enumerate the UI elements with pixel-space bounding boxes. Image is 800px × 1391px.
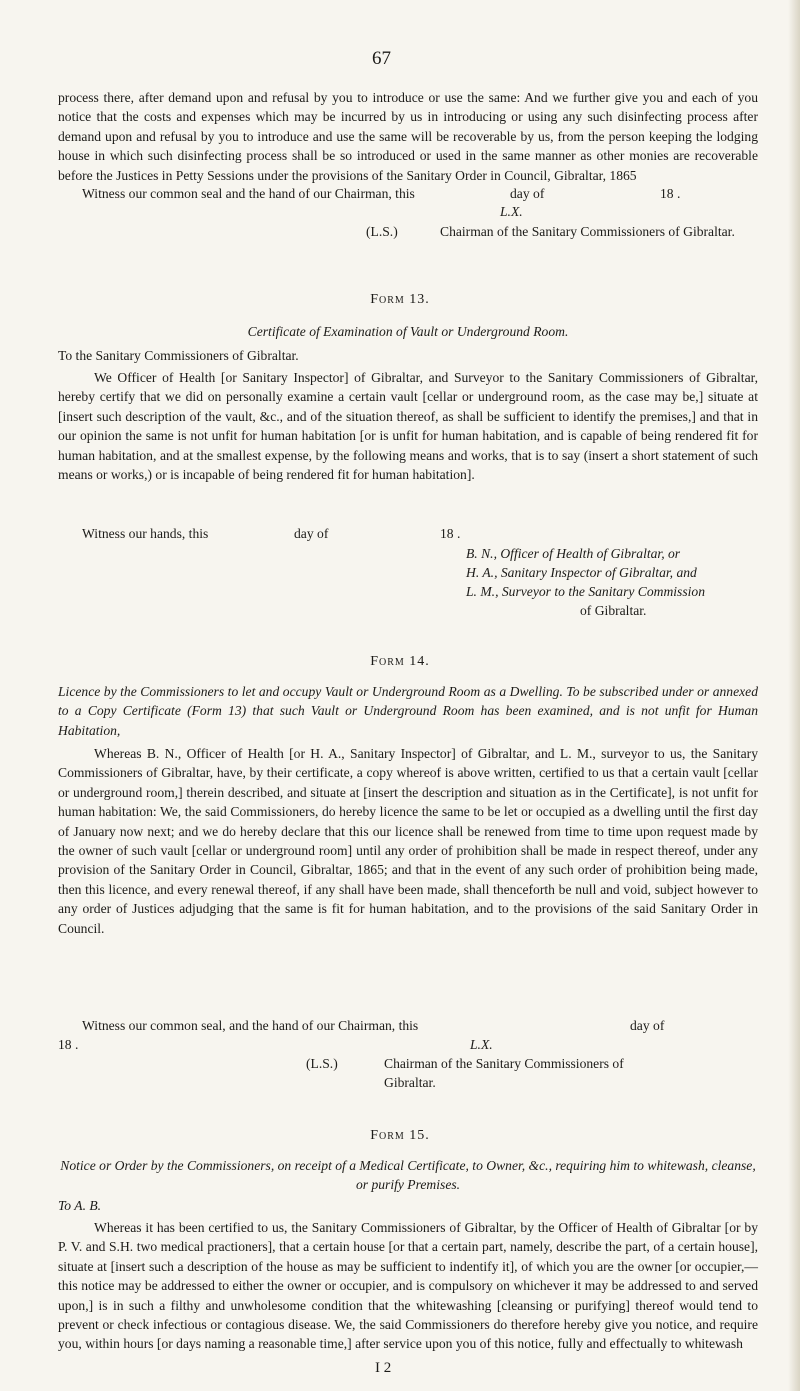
intro-paragraph: [58, 88, 758, 185]
intro-lx: L.X.: [500, 204, 523, 219]
form13-year: 18 .: [440, 526, 461, 541]
form15-addressee: To A. B.: [58, 1198, 102, 1213]
form13-day-of: day of: [294, 526, 329, 541]
form15-subtitle: Notice or Order by the Commissioners, on receipt of a Medical Certificate, to Owner, &c., requiring him to whitewash, cleanse, or purify Premises.: [60, 1158, 756, 1193]
form15-body: Whereas it has been certified to us, the Sanitary Commissioners of Gibraltar, by the Officer of Health of Gibraltar [or by P. V. and S.H. two medical practioners], that a certain house [or that a certain part, namely, describe the part, of a certain house], situate at [insert such a description of the house as may be sufficient to indentify it], of which you are the owner [or occupier,—this notice may be addressed to either the owner or occupier, and is compulsory on whichever it may be addressed to and served upon,] is in such a filthy and unwholesome condition that the whitewashing [cleansing or purifying] thereof would tend to prevent or check infectious or contagious disease. We, the said Commissioners do therefore hereby give you notice, and require you, within hours [or days naming a reasonable time,] after service upon you of this notice, fully and effectually to whitewash: [58, 1220, 758, 1352]
form14-seal: (L.S.): [306, 1056, 338, 1071]
form14-body: Whereas B. N., Officer of Health [or H. A., Sanitary Inspector] of Gibraltar, and L. M., surveyor to us, the Sanitary Commissioners of Gibraltar, have, by their certificate, a copy whereof is above written, certified to us that a certain vault [cellar or underground room,] therein described, and situate at [insert the description and situation as in the Certificate], is not unfit for human habitation: We, the said Commissioners, do hereby licence the same to be let or occupied as a dwelling until the first day of January now next; and we do hereby declare that this our licence shall be renewed from time to time upon request made by the owner of such vault [cellar or underground room] until any order of prohibition shall be made in respect thereof, under any provision of the Sanitary Order in Council, Gibraltar, 1865; and that in the event of any such order of prohibition being made, then this licence, and every renewal thereof, if any shall have been made, shall thenceforth be null and void, subject however to any order of Justices adjudging that the same is fit for human habitation, and to the provisions of the said Sanitary Order in Council.: [58, 746, 758, 936]
form14-chairman-1: Chairman of the Sanitary Commissioners of: [384, 1056, 624, 1071]
form13-sig-2: H. A., Sanitary Inspector of Gibraltar, and: [466, 565, 697, 580]
form14-day-of: day of: [630, 1018, 665, 1033]
form14-subtitle: Licence by the Commissioners to let and occupy Vault or Underground Room as a Dwelling. To be subscribed under or annexed to a Copy Certificate (Form 13) that such Vault or Underground Room has been examined, and is not unfit for Human Habitation,: [58, 684, 758, 738]
form14-witness: Witness our common seal, and the hand of our Chairman, this: [82, 1018, 419, 1033]
form13-addressee: To the Sanitary Commissioners of Gibraltar.: [58, 348, 299, 363]
page-number: 67: [372, 48, 391, 69]
form13-title: Form 13.: [370, 292, 430, 307]
form14-lx: L.X.: [470, 1037, 493, 1052]
intro-chairman: Chairman of the Sanitary Commissioners of Gibraltar.: [440, 224, 735, 239]
form13-witness: Witness our hands, this: [82, 526, 209, 541]
form14-title: Form 14.: [370, 654, 430, 669]
form13-sig-4: of Gibraltar.: [580, 603, 647, 618]
form14-year: 18 .: [58, 1037, 79, 1052]
form13-sig-1: B. N., Officer of Health of Gibraltar, or: [466, 546, 681, 561]
intro-text: process there, after demand upon and refusal by you to introduce or use the same: And we further give you and each of you notice that the costs and expenses which may be incurred by us in introducing or using any such disinfecting process after demand upon and refusal by you to introduce and use the same will be recoverable by us, from the person keeping the lodging house in which such disinfecting process shall be so introduced or used in the same manner as other monies are recoverable before the Justices in Petty Sessions under the provisions of the Sanitary Order in Council, Gibraltar, 1865: [58, 90, 758, 183]
form14-chairman-2: Gibraltar.: [384, 1075, 436, 1090]
form13-subtitle: Certificate of Examination of Vault or Underground Room.: [247, 324, 569, 339]
form13-body: We Officer of Health [or Sanitary Inspector] of Gibraltar, and Surveyor to the Sanitary Commissioners of Gibraltar, hereby certify that we did on personally examine a certain vault [cellar or underground room, as the case may be,] situate at [insert such description of the vault, &c., and of the situation thereof, as shall be sufficient to identify the premises,] and that in our opinion the same is not unfit for human habitation [or is unfit for human habitation, and is capable of being rendered fit for human habitation, and at the smallest expense, by the following means and works, that is to say (insert a short statement of such means or works,) or is incapable of being rendered fit for human habitation].: [58, 370, 758, 483]
intro-day-of: day of: [510, 186, 545, 201]
intro-year: 18 .: [660, 186, 681, 201]
signature-mark: I 2: [375, 1360, 392, 1376]
page-edge-shadow: [788, 0, 800, 1391]
form13-sig-3: L. M., Surveyor to the Sanitary Commission: [466, 584, 706, 599]
intro-witness: Witness our common seal and the hand of our Chairman, this: [82, 186, 415, 201]
form15-title: Form 15.: [370, 1128, 430, 1143]
intro-seal: (L.S.): [366, 224, 398, 239]
